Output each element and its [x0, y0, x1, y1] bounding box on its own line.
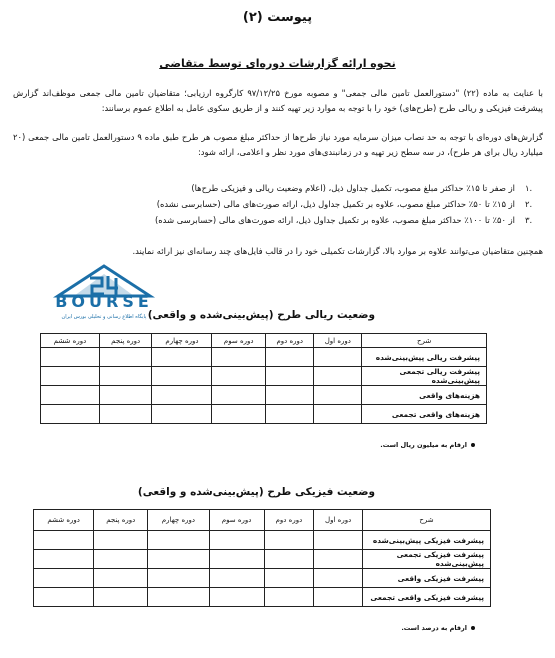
table-cell[interactable] — [99, 386, 152, 405]
list-item — [17, 180, 537, 196]
table-cell[interactable] — [314, 588, 363, 607]
table-cell[interactable] — [314, 550, 363, 569]
table-row — [34, 531, 491, 550]
bullet-icon — [471, 443, 475, 447]
table-cell[interactable] — [99, 367, 152, 386]
table-cell[interactable] — [209, 588, 264, 607]
rial-units-note — [380, 441, 475, 449]
appendix-title: پیوست (۲) — [242, 10, 313, 25]
table-cell[interactable] — [314, 386, 362, 405]
table-cell[interactable] — [212, 386, 266, 405]
column-header: دوره پنجم — [99, 334, 152, 348]
table-cell[interactable] — [212, 367, 266, 386]
list-item — [17, 212, 537, 228]
table-cell[interactable] — [148, 550, 209, 569]
closing-note: همچنین متقاضیان می‌توانند علاوه بر موارد بالا، گزارشات تکمیلی خود را در قالب فایل‌های چند رسانه‌ای نیز ارائه نمایند. — [132, 246, 543, 256]
percent-units-note — [401, 624, 475, 632]
table-cell[interactable] — [314, 405, 362, 424]
list-item — [17, 196, 537, 212]
table-cell[interactable] — [264, 569, 314, 588]
row-label: پیشرفت فیزیکی پیش‌بینی‌شده — [363, 531, 491, 550]
table-cell[interactable] — [152, 348, 212, 367]
report-levels-list — [17, 180, 537, 228]
table-cell[interactable] — [212, 405, 266, 424]
table-cell[interactable] — [314, 367, 362, 386]
table-cell[interactable] — [34, 550, 94, 569]
table-header-row — [41, 334, 487, 348]
table-cell[interactable] — [152, 386, 212, 405]
table-cell[interactable] — [34, 569, 94, 588]
list-number: .۳ — [525, 215, 533, 225]
column-header: دوره دوم — [266, 334, 314, 348]
row-label: پیشرفت فیزیکی واقعی تجمعی — [363, 588, 491, 607]
table-cell[interactable] — [94, 531, 148, 550]
table-cell[interactable] — [94, 550, 148, 569]
column-header: شرح — [363, 510, 491, 531]
table-cell[interactable] — [209, 531, 264, 550]
table-cell[interactable] — [266, 405, 314, 424]
column-header: دوره سوم — [209, 510, 264, 531]
table-cell[interactable] — [264, 550, 314, 569]
table-row — [34, 550, 491, 569]
column-header: دوره چهارم — [148, 510, 209, 531]
table-cell[interactable] — [41, 405, 100, 424]
column-header: دوره ششم — [41, 334, 100, 348]
table-cell[interactable] — [314, 569, 363, 588]
column-header: دوره چهارم — [152, 334, 212, 348]
column-header: دوره سوم — [212, 334, 266, 348]
list-number: .۲ — [525, 199, 533, 209]
table-cell[interactable] — [152, 367, 212, 386]
logo-brand: BOURSE — [55, 292, 153, 311]
table-cell[interactable] — [148, 569, 209, 588]
table-cell[interactable] — [94, 588, 148, 607]
table-cell[interactable] — [41, 348, 100, 367]
section-title: نحوه ارائه گزارشات دوره‌ای توسط متقاضی — [159, 57, 396, 70]
rial-status-title: وضعیت ریالی طرح (پیش‌بینی‌شده و واقعی) — [147, 309, 375, 321]
table-cell[interactable] — [264, 588, 314, 607]
table-cell[interactable] — [209, 569, 264, 588]
column-header: دوره اول — [314, 510, 363, 531]
table-row — [41, 386, 487, 405]
row-label: پیشرفت فیزیکی واقعی — [363, 569, 491, 588]
logo-subtitle: پایگاه اطلاع رسانی و تحلیلی بورس ایران — [61, 314, 147, 320]
list-text: از ۱۵٪ تا ۵۰٪ حداکثر مبلغ مصوب، علاوه بر تکمیل جداول ذیل، ارائه صورت‌های مالی (حسابرسی نشده) — [156, 199, 515, 209]
table-cell[interactable] — [148, 531, 209, 550]
row-label: پیشرفت ریالی تجمعی پیش‌بینی‌شده — [362, 367, 487, 386]
row-label: پیشرفت فیزیکی تجمعی پیش‌بینی‌شده — [363, 550, 491, 569]
levels-paragraph: گزارش‌های دوره‌ای با توجه به حد نصاب میزان سرمایه مورد نیاز طرح‌ها از حداکثر مبلغ مصوب هر طرح طبق ماده ۹ دستورالعمل تامین مالی جمعی (۲۰ میلیارد ریال برای هر طرح)، در سه سطح زیر تهیه و در زمانبندی‌های مورد نظر و اعلامی، ارائه شود: — [13, 132, 544, 157]
list-text: از صفر تا ۱۵٪ حداکثر مبلغ مصوب، تکمیل جداول ذیل، (اعلام وضعیت ریالی و فیزیکی طرح‌ها) — [191, 183, 515, 193]
table-cell[interactable] — [94, 569, 148, 588]
table-cell[interactable] — [148, 588, 209, 607]
table-cell[interactable] — [266, 386, 314, 405]
column-header: دوره پنجم — [94, 510, 148, 531]
table-header-row — [34, 510, 491, 531]
bourse-logo — [44, 264, 164, 326]
list-text: از ۵۰٪ تا ۱۰۰٪ حداکثر مبلغ مصوب، علاوه بر تکمیل جداول ذیل، ارائه صورت‌های مالی (حسابرسی شده) — [155, 215, 515, 225]
column-header: دوره دوم — [264, 510, 314, 531]
table-cell[interactable] — [41, 367, 100, 386]
table-cell[interactable] — [41, 386, 100, 405]
note-text: ارقام به میلیون ریال است. — [380, 441, 467, 449]
bullet-icon — [471, 626, 475, 630]
column-header: شرح — [362, 334, 487, 348]
list-number: .۱ — [525, 183, 533, 193]
row-label: هزینه‌های واقعی — [362, 386, 487, 405]
table-cell[interactable] — [99, 348, 152, 367]
column-header: دوره ششم — [34, 510, 94, 531]
table-cell[interactable] — [212, 348, 266, 367]
note-text: ارقام به درصد است. — [401, 624, 467, 632]
table-row — [41, 348, 487, 367]
table-cell[interactable] — [34, 531, 94, 550]
table-cell[interactable] — [266, 367, 314, 386]
table-cell[interactable] — [99, 405, 152, 424]
physical-status-title: وضعیت فیزیکی طرح (پیش‌بینی‌شده و واقعی) — [137, 486, 375, 498]
column-header: دوره اول — [314, 334, 362, 348]
table-cell[interactable] — [152, 405, 212, 424]
physical-status-table — [33, 509, 491, 607]
table-row — [41, 367, 487, 386]
table-cell[interactable] — [209, 550, 264, 569]
table-cell[interactable] — [266, 348, 314, 367]
table-row — [41, 405, 487, 424]
table-cell[interactable] — [264, 531, 314, 550]
rial-status-table — [40, 333, 487, 424]
row-label: پیشرفت ریالی پیش‌بینی‌شده — [362, 348, 487, 367]
intro-paragraph: با عنایت به ماده (۲۲) "دستورالعمل تامین مالی جمعی" و مصوبه مورخ ۹۷/۱۲/۲۵ کارگروه ارزیابی؛ متقاضیان تامین مالی جمعی موظف‌اند گزارش پیشرفت فیزیکی و ریالی طرح (طرح‌های) خود را با توجه به موارد زیر تهیه کنند و از طریق سکوی عامل به اطلاع عموم برسانند: — [13, 88, 543, 113]
table-row — [34, 569, 491, 588]
row-label: هزینه‌های واقعی تجمعی — [362, 405, 487, 424]
table-cell[interactable] — [34, 588, 94, 607]
table-cell[interactable] — [314, 531, 363, 550]
table-row — [34, 588, 491, 607]
table-cell[interactable] — [314, 348, 362, 367]
